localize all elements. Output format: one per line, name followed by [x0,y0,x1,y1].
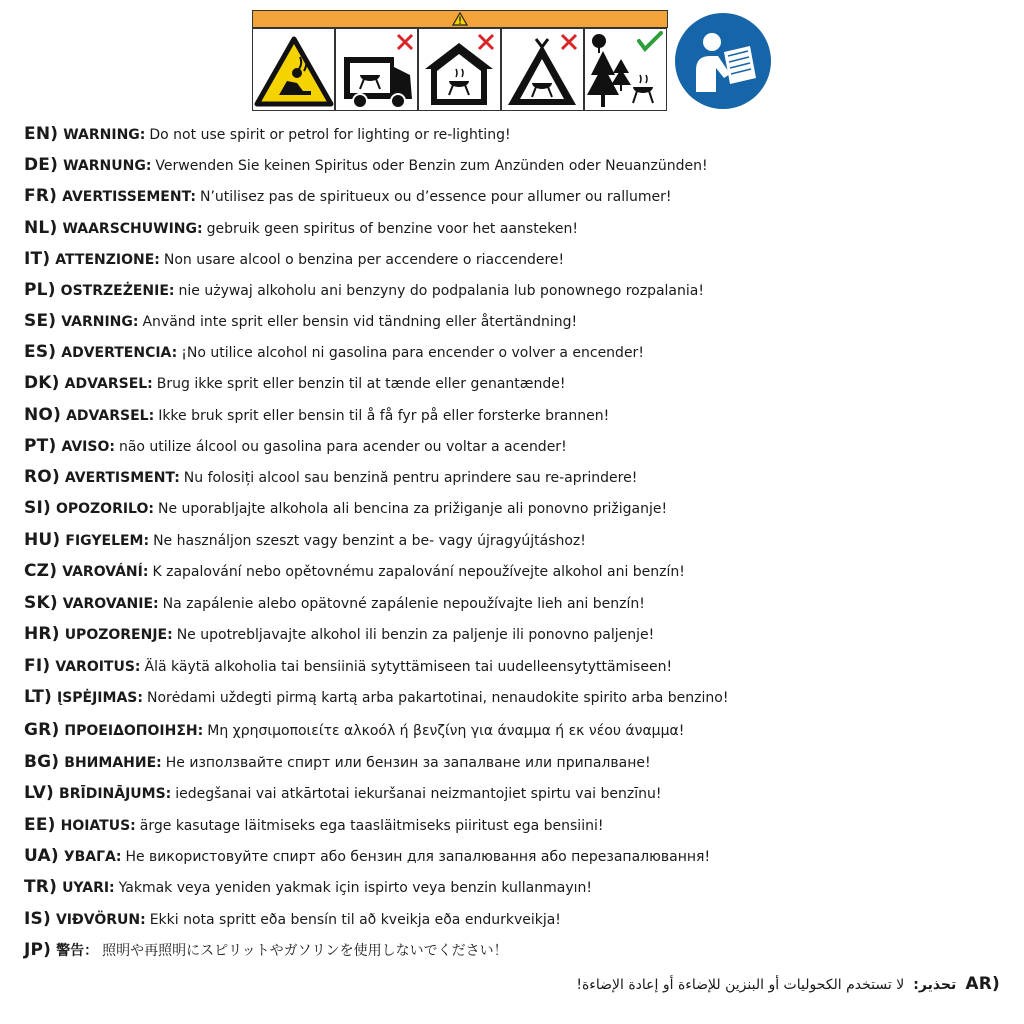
warning-keyword: VARNING: [61,314,139,330]
warning-row [24,526,586,554]
language-code: LT) [24,687,52,707]
language-code: ES) [24,342,57,362]
language-code: SK) [24,593,58,613]
small-warning-icon [452,12,468,26]
warning-keyword: ADVARSEL: [66,408,155,424]
warning-row [24,683,728,711]
warning-message: ¡No utilice alcohol ni gasolina para encender o volver a encender! [181,345,644,361]
warning-message: Μη χρησιμοποιείτε αλκοόλ ή βενζίνη για άναμμα ή εκ νέου άναμμα! [207,723,685,739]
warning-row [24,369,566,397]
read-manual-icon [674,12,772,110]
language-code: RO) [24,467,60,487]
no-indoor-cell [418,28,501,111]
warning-message: Nu folosiți alcool sau benzină pentru aprindere sau re-aprindere! [183,470,638,486]
warning-message: Na zapálenie alebo opätovné zapálenie nepoužívajte lieh ani benzín! [162,596,645,612]
warning-row [24,401,609,429]
language-code: PT) [24,436,57,456]
warning-message: não utilize álcool ou gasolina para acender ou voltar a acender! [118,439,567,455]
warning-keyword: AVISO: [61,439,115,455]
no-tent-icon [502,29,585,112]
warning-row [24,811,603,839]
warning-keyword: FIGYELEM: [65,533,150,549]
no-indoor-icon [419,29,502,112]
warning-row [24,338,644,366]
warning-row [24,432,567,460]
warning-row [24,842,710,870]
language-code: IT) [24,249,51,269]
language-code: UA) [24,846,59,866]
warning-row [24,214,578,242]
warning-message: iedegšanai vai atkārtotai iekuršanai neizmantojiet spirtu vai benzīnu! [175,786,662,802]
language-code: FR) [24,186,58,206]
warning-message: nie używaj alkoholu ani benzyny do podpalania lub ponownego rozpalania! [178,283,704,299]
warning-keyword: HOIATUS: [60,818,136,834]
warning-row [24,589,645,617]
warning-row [24,873,592,901]
warning-row [24,245,564,273]
warning-message: ärge kasutage läitmiseks ega taasläitmiseks piiritust ega bensiini! [139,818,604,834]
warning-message: Ekki nota spritt eða bensín til að kveikja eða endurkveikja! [149,912,561,928]
warning-keyword: ADVARSEL: [64,376,153,392]
warning-keyword: ADVERTENCIA: [61,345,178,361]
warning-keyword: УВАГА: [63,849,122,865]
warning-row [24,652,672,680]
warning-row [24,716,684,744]
warning-keyword: OSTRZEŻENIE: [60,283,175,299]
warning-keyword: ΠΡΟΕΙΔΟΠΟΙΗΣΗ: [64,723,204,739]
warning-message: gebruik geen spiritus of benzine voor het aansteken! [206,221,579,237]
language-code: JP) [24,940,52,960]
language-code: IS) [24,909,51,929]
warning-message: Älä käytä alkoholia tai bensiiniä sytyttämiseen tai uudelleensytyttämiseen! [144,659,673,675]
warning-row [24,151,708,179]
warning-keyword: WARNUNG: [63,158,152,174]
warning-keyword: BRĪDINĀJUMS: [59,786,172,802]
warning-row [24,557,685,585]
warning-keyword: 警告： [56,943,99,959]
warning-keyword: OPOZORILO: [55,501,154,517]
language-code: BG) [24,752,60,772]
language-code: LV) [24,783,55,803]
warning-row [24,182,671,210]
no-vehicle-icon [336,29,419,112]
warning-keyword: ВНИМАНИЕ: [64,755,162,771]
language-code: SI) [24,498,51,518]
warning-row [24,748,651,776]
warning-row [24,779,662,807]
language-code: CZ) [24,561,58,581]
language-code: NL) [24,218,58,238]
warning-message: Не използвайте спирт или бензин за запалване или припалване! [165,755,651,771]
warning-message: Brug ikke sprit eller benzin til at tænde eller genantænde! [156,376,566,392]
warning-keyword: VAROVÁNÍ: [62,564,149,580]
language-code: TR) [24,877,58,897]
warning-message: Не використовуйте спирт або бензин для запалювання або перезапалювання! [125,849,711,865]
language-code: SE) [24,311,57,331]
warning-message: Do not use spirit or petrol for lighting or re-lighting! [149,127,511,143]
warning-message: N’utilisez pas de spiritueux ou d’essence pour allumer ou rallumer! [199,189,672,205]
warning-message: Ne uporabljajte alkohola ali bencina za prižiganje ali ponovno prižiganje! [157,501,668,517]
warning-row [24,307,577,335]
warning-keyword: WARNING: [63,127,146,143]
no-vehicle-cell [335,28,418,111]
warning-row [24,905,561,933]
warning-row [24,936,508,964]
warning-keyword: VAROITUS: [55,659,141,675]
warning-message: Ne upotrebljavajte alkohol ili benzin za paljenje ili ponovno paljenje! [176,627,655,643]
language-code: PL) [24,280,56,300]
warning-keyword: AVERTISSEMENT: [62,189,196,205]
language-code: DK) [24,373,60,393]
warning-row [24,463,637,491]
outdoor-allowed-icon [585,29,668,112]
warning-message: Yakmak veya yeniden yakmak için ispirto veya benzin kullanmayın! [118,880,593,896]
warning-keyword: UYARI: [62,880,115,896]
warning-header-bar [252,10,668,28]
language-code: NO) [24,405,62,425]
warning-message: لا تستخدم الكحوليات أو البنزين للإضاءة أو إعادة الإضاءة! [576,977,905,993]
language-code: GR) [24,720,60,740]
warning-keyword: ATTENZIONE: [55,252,160,268]
warning-keyword: ĮSPĖJIMAS: [56,690,143,706]
warning-row [24,276,704,304]
warning-keyword: AVERTISMENT: [64,470,180,486]
warning-keyword: WAARSCHUWING: [62,221,203,237]
language-code: EE) [24,815,56,835]
warning-row [24,120,511,148]
language-code: AR) [965,974,1000,994]
warning-row [24,494,667,522]
warning-triangle-icon [253,29,336,112]
warning-keyword: تحذير: [913,977,957,993]
language-code: FI) [24,656,51,676]
warning-message: Använd inte sprit eller bensin vid tändning eller återtändning! [142,314,578,330]
outdoor-allowed-cell [584,28,667,111]
warning-row-ar [576,970,1000,999]
language-code: EN) [24,124,59,144]
pictogram-strip [252,10,668,111]
warning-message: Non usare alcool o benzina per accendere o riaccendere! [163,252,565,268]
warning-message: Verwenden Sie keinen Spiritus oder Benzin zum Anzünden oder Neuanzünden! [155,158,708,174]
language-code: DE) [24,155,59,175]
warning-keyword: VIÐVÖRUN: [55,912,146,928]
warning-message: K zapalování nebo opětovnému zapalování nepoužívejte alkohol ani benzín! [152,564,685,580]
language-code: HU) [24,530,61,550]
warning-message: Ikke bruk sprit eller bensin til å få fyr på eller forsterke brannen! [158,408,610,424]
language-code: HR) [24,624,60,644]
no-tent-cell [501,28,584,111]
warning-message: 照明や再照明にスピリットやガソリンを使用しないでください！ [102,943,508,959]
warning-keyword: VAROVANIE: [62,596,159,612]
warning-message: Norėdami uždegti pirmą kartą arba pakartotinai, nenaudokite spirito arba benzino! [146,690,729,706]
warning-message: Ne használjon szeszt vagy benzint a be- vagy újragyújtáshoz! [153,533,586,549]
warning-keyword: UPOZORENJE: [64,627,173,643]
warning-triangle-cell [252,28,335,111]
warning-row [24,620,654,648]
